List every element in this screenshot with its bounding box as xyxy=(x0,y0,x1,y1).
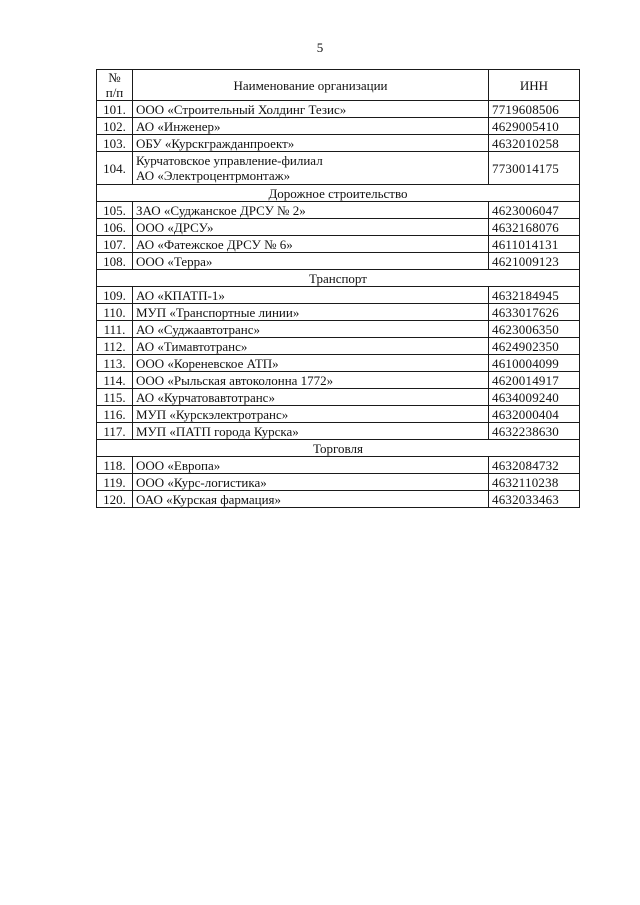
row-inn: 4623006350 xyxy=(489,321,580,338)
row-number: 105. xyxy=(97,202,133,219)
row-number: 104. xyxy=(97,152,133,185)
row-inn: 4611014131 xyxy=(489,236,580,253)
section-title: Торговля xyxy=(97,440,580,457)
table-body xyxy=(97,101,580,508)
row-inn: 4621009123 xyxy=(489,253,580,270)
row-number: 107. xyxy=(97,236,133,253)
row-organization-name: АО «Курчатовавтотранс» xyxy=(133,389,489,406)
table-row xyxy=(97,152,580,185)
row-number: 103. xyxy=(97,135,133,152)
row-organization-name: МУП «Транспортные линии» xyxy=(133,304,489,321)
page-number: 5 xyxy=(316,40,324,55)
row-inn: 4634009240 xyxy=(489,389,580,406)
row-number: 111. xyxy=(97,321,133,338)
row-inn: 4610004099 xyxy=(489,355,580,372)
row-inn: 4632033463 xyxy=(489,491,580,508)
row-number: 119. xyxy=(97,474,133,491)
table-header-row xyxy=(97,70,580,101)
row-organization-name: ООО «ДРСУ» xyxy=(133,219,489,236)
row-number: 112. xyxy=(97,338,133,355)
row-organization-name: ООО «Кореневское АТП» xyxy=(133,355,489,372)
row-number: 110. xyxy=(97,304,133,321)
row-number: 109. xyxy=(97,287,133,304)
row-organization-name: ЗАО «Суджанское ДРСУ № 2» xyxy=(133,202,489,219)
table-row xyxy=(97,287,580,304)
table-row xyxy=(97,491,580,508)
row-inn: 4632184945 xyxy=(489,287,580,304)
table-row xyxy=(97,253,580,270)
row-inn: 4623006047 xyxy=(489,202,580,219)
row-number: 118. xyxy=(97,457,133,474)
row-inn: 4629005410 xyxy=(489,118,580,135)
row-number: 102. xyxy=(97,118,133,135)
table-row xyxy=(97,338,580,355)
table-row xyxy=(97,406,580,423)
header-organization-name: Наименование организации xyxy=(133,70,489,101)
row-organization-name: МУП «ПАТП города Курска» xyxy=(133,423,489,440)
row-number: 115. xyxy=(97,389,133,406)
table-row xyxy=(97,474,580,491)
row-number: 106. xyxy=(97,219,133,236)
table-row xyxy=(97,321,580,338)
row-inn: 4632168076 xyxy=(489,219,580,236)
row-number: 113. xyxy=(97,355,133,372)
row-organization-name: АО «КПАТП-1» xyxy=(133,287,489,304)
row-inn: 4620014917 xyxy=(489,372,580,389)
table-row xyxy=(97,135,580,152)
row-inn: 4632110238 xyxy=(489,474,580,491)
row-number: 101. xyxy=(97,101,133,118)
row-number: 120. xyxy=(97,491,133,508)
row-organization-name: АО «Инженер» xyxy=(133,118,489,135)
row-inn: 4633017626 xyxy=(489,304,580,321)
row-organization-name: АО «Фатежское ДРСУ № 6» xyxy=(133,236,489,253)
row-organization-name: ООО «Рыльская автоколонна 1772» xyxy=(133,372,489,389)
row-number: 114. xyxy=(97,372,133,389)
row-organization-name: ООО «Терра» xyxy=(133,253,489,270)
row-inn: 7719608506 xyxy=(489,101,580,118)
table-row xyxy=(97,355,580,372)
table-row xyxy=(97,219,580,236)
row-inn: 4632084732 xyxy=(489,457,580,474)
row-organization-name-line2: АО «Электроцентрмонтаж» xyxy=(136,168,291,183)
table-row xyxy=(97,372,580,389)
table-row xyxy=(97,423,580,440)
row-inn: 4632238630 xyxy=(489,423,580,440)
table-row xyxy=(97,101,580,118)
table-row xyxy=(97,304,580,321)
row-organization-name-line1: Курчатовское управление-филиал xyxy=(136,153,323,168)
row-organization-name: АО «Тимавтотранс» xyxy=(133,338,489,355)
row-organization-name: ООО «Европа» xyxy=(133,457,489,474)
row-inn: 7730014175 xyxy=(489,152,580,185)
header-number-abbr: п/п xyxy=(105,85,124,100)
row-organization-name: АО «Суджаавтотранс» xyxy=(133,321,489,338)
row-organization-name: ОАО «Курская фармация» xyxy=(133,491,489,508)
row-inn: 4632010258 xyxy=(489,135,580,152)
header-number xyxy=(97,70,133,101)
row-inn: 4632000404 xyxy=(489,406,580,423)
row-organization-name: ОБУ «Курскгражданпроект» xyxy=(133,135,489,152)
section-row xyxy=(97,270,580,287)
table-row xyxy=(97,457,580,474)
table-row xyxy=(97,118,580,135)
table-row xyxy=(97,389,580,406)
table-row xyxy=(97,202,580,219)
header-inn: ИНН xyxy=(489,70,580,101)
row-organization-name xyxy=(133,152,489,185)
organizations-table xyxy=(96,69,580,508)
row-inn: 4624902350 xyxy=(489,338,580,355)
section-title: Дорожное строительство xyxy=(97,185,580,202)
row-number: 108. xyxy=(97,253,133,270)
section-row xyxy=(97,185,580,202)
row-organization-name: ООО «Курс-логистика» xyxy=(133,474,489,491)
section-title: Транспорт xyxy=(97,270,580,287)
header-number-symbol: № xyxy=(108,70,121,85)
section-row xyxy=(97,440,580,457)
table-row xyxy=(97,236,580,253)
row-number: 116. xyxy=(97,406,133,423)
row-number: 117. xyxy=(97,423,133,440)
row-organization-name: МУП «Курскэлектротранс» xyxy=(133,406,489,423)
row-organization-name: ООО «Строительный Холдинг Тезис» xyxy=(133,101,489,118)
